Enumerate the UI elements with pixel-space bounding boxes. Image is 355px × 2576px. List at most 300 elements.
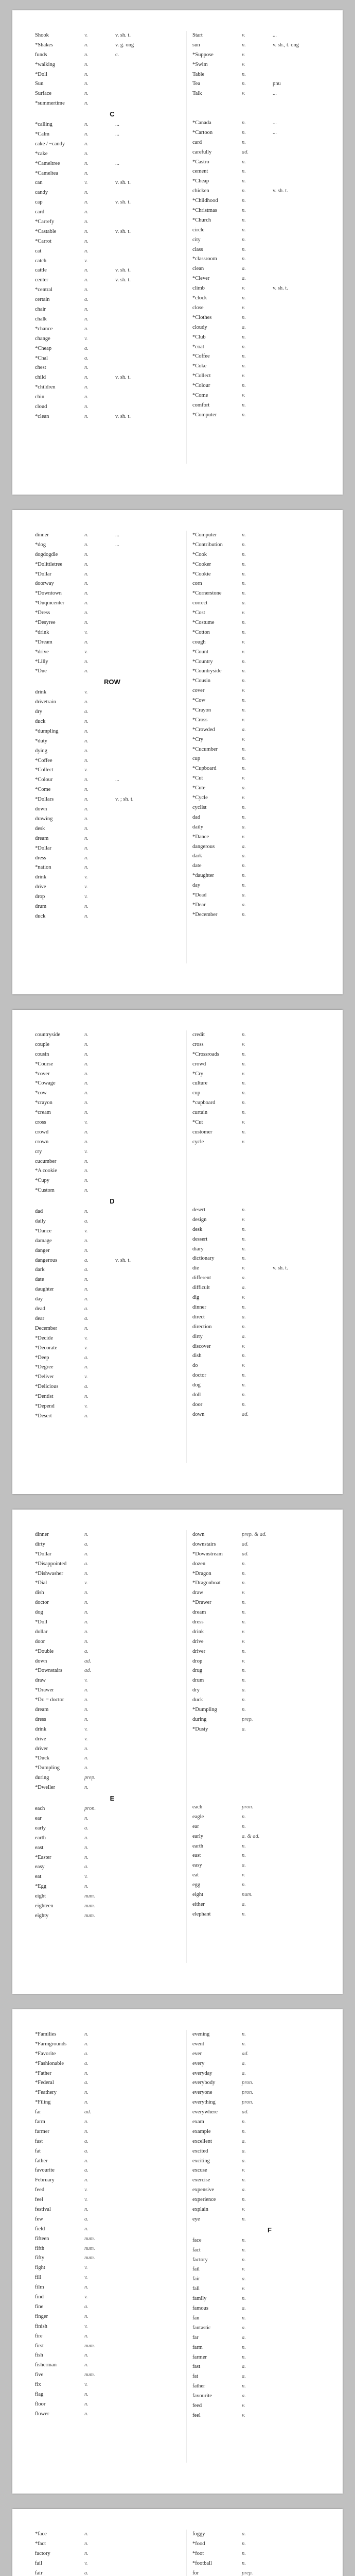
translation: [273, 1725, 343, 1735]
translation: [115, 1744, 189, 1754]
headword: dress: [35, 1716, 46, 1722]
translation: [115, 2569, 189, 2576]
headword: daily: [35, 1218, 46, 1225]
translation: [273, 1550, 343, 1560]
glossary-entry: [35, 657, 189, 667]
translation: v. sh. t.: [273, 285, 288, 292]
translation: [273, 881, 343, 891]
headword: exercise: [192, 2177, 210, 2183]
part-of-speech: n.: [84, 748, 88, 754]
part-of-speech: ad.: [242, 1411, 249, 1417]
glossary-entry: [192, 2401, 343, 2411]
translation: [273, 1773, 343, 1783]
headword: Start: [192, 32, 203, 38]
glossary-entry: [192, 901, 343, 910]
glossary-entry: [192, 1803, 343, 1812]
headword: factory: [192, 2257, 208, 2263]
part-of-speech: n.: [84, 307, 88, 313]
headword: cross: [192, 1041, 204, 1047]
headword: *Dollar: [35, 1551, 52, 1557]
glossary-entry: [35, 2147, 189, 2157]
headword: fifty: [35, 2255, 45, 2261]
part-of-speech: n.: [242, 804, 246, 810]
translation: [115, 1676, 189, 1686]
headword: feel: [35, 2197, 43, 2203]
part-of-speech: n.: [84, 2099, 88, 2106]
headword: door: [192, 1401, 203, 1408]
translation: [115, 325, 189, 334]
translation: [273, 1391, 343, 1400]
headword: experience: [192, 2197, 216, 2203]
glossary-entry: [35, 1344, 189, 1353]
glossary-entry: [192, 2559, 343, 2569]
translation: [115, 2117, 189, 2127]
translation: [273, 531, 343, 540]
part-of-speech: v.: [84, 1874, 88, 1880]
part-of-speech: a.: [84, 2148, 88, 2154]
translation: [115, 667, 189, 676]
translation: [115, 237, 189, 247]
headword: direct: [192, 1314, 205, 1320]
part-of-speech: n.: [242, 81, 246, 87]
part-of-speech: n.: [242, 532, 246, 538]
glossary-entry: [192, 89, 343, 99]
headword: drink: [35, 874, 47, 880]
headword: chicken: [192, 188, 209, 194]
glossary-entry: [192, 2314, 343, 2324]
translation: [273, 1608, 343, 1618]
glossary-entry: [35, 149, 189, 159]
headword: *calling: [35, 122, 52, 128]
part-of-speech: prep.: [242, 1716, 253, 1722]
translation: [273, 1235, 343, 1245]
part-of-speech: n.: [84, 248, 88, 254]
glossary-entry: [35, 2117, 189, 2127]
part-of-speech: a.: [242, 726, 246, 733]
translation: [273, 1079, 343, 1089]
part-of-speech: n.: [84, 1755, 88, 1761]
section-letter: D: [110, 1197, 115, 1206]
translation: [115, 1735, 189, 1744]
headword: catch: [35, 258, 47, 264]
translation: [273, 206, 343, 216]
part-of-speech: n.: [84, 825, 88, 832]
headword: floor: [35, 2401, 46, 2407]
part-of-speech: a.: [242, 2187, 246, 2193]
translation: [115, 766, 189, 775]
part-of-speech: [242, 1157, 273, 1167]
part-of-speech: pron.: [242, 2090, 254, 2096]
translation: [273, 2195, 343, 2205]
headword: *Doll: [35, 71, 47, 77]
translation: [273, 754, 343, 764]
glossary-entry: [192, 1725, 343, 1735]
part-of-speech: n.: [84, 228, 88, 234]
glossary-entry: [35, 688, 189, 698]
glossary-entry: [35, 707, 189, 717]
glossary-entry: [192, 1206, 343, 1215]
glossary-entry: [35, 2088, 189, 2098]
glossary-entry: [192, 793, 343, 803]
part-of-speech: v.: [242, 610, 245, 616]
part-of-speech: n.: [242, 314, 246, 320]
glossary-entry: [192, 686, 343, 696]
headword: *Computer: [192, 412, 217, 418]
headword: cloud: [35, 403, 47, 410]
part-of-speech: n.: [84, 1854, 88, 1860]
part-of-speech: n.: [84, 2411, 88, 2417]
part-of-speech: n.: [84, 1884, 88, 1890]
headword: design: [192, 1216, 207, 1223]
part-of-speech: n.: [84, 1032, 88, 1038]
glossary-entry: [192, 2049, 343, 2059]
glossary-entry: [192, 1822, 343, 1832]
headword: down: [192, 1411, 205, 1417]
translation: [273, 686, 343, 696]
glossary-entry: [192, 1313, 343, 1323]
part-of-speech: v.: [84, 1580, 88, 1586]
headword: finger: [35, 2313, 48, 2319]
translation: [273, 1861, 343, 1871]
headword: Tea: [192, 81, 201, 87]
headword: *Cut: [192, 1120, 203, 1126]
part-of-speech: v.: [84, 1148, 88, 1155]
column-right: [192, 1030, 343, 1420]
glossary-entry: [35, 2332, 189, 2342]
translation: [115, 1334, 189, 1344]
headword: *Childhood: [192, 198, 218, 204]
part-of-speech: v.: [84, 2187, 88, 2193]
headword: *Cut: [192, 775, 203, 782]
glossary-entry: [35, 41, 189, 50]
translation: [115, 2390, 189, 2400]
translation: [115, 1834, 189, 1843]
translation: [115, 688, 189, 698]
glossary-entry: [35, 2283, 189, 2293]
part-of-speech: n.: [242, 402, 246, 408]
translation: [273, 2353, 343, 2363]
glossary-entry: [35, 1705, 189, 1715]
part-of-speech: v.: [84, 2560, 88, 2566]
part-of-speech: n.: [84, 1209, 88, 1215]
glossary-entry: [35, 1166, 189, 1176]
part-of-speech: n.: [84, 532, 88, 538]
headword: dollar: [35, 1629, 48, 1635]
glossary-entry: [35, 1862, 189, 1872]
translation: [273, 1118, 343, 1128]
part-of-speech: n.: [84, 610, 88, 616]
part-of-speech: a.: [242, 1285, 246, 1291]
translation: [273, 294, 343, 303]
translation: [115, 727, 189, 737]
glossary-entry: [35, 2351, 189, 2361]
headword: *drink: [35, 629, 49, 635]
part-of-speech: n.: [84, 1051, 88, 1057]
headword: doorway: [35, 581, 54, 587]
glossary-entry: [192, 2549, 343, 2559]
headword: crowd: [192, 1061, 206, 1067]
translation: [115, 1530, 189, 1540]
translation: [273, 2401, 343, 2411]
glossary-entry: [35, 1128, 189, 1138]
translation: [115, 1372, 189, 1382]
translation: [273, 1342, 343, 1352]
translation: [115, 863, 189, 873]
part-of-speech: n.: [84, 81, 88, 87]
part-of-speech: n.: [242, 2177, 246, 2183]
part-of-speech: n.: [242, 581, 246, 587]
headword: Shook: [35, 32, 49, 38]
glossary-entry: [35, 2185, 189, 2195]
glossary-entry: [192, 1254, 343, 1264]
translation: [115, 638, 189, 648]
headword: excellent: [192, 2138, 212, 2144]
translation: [273, 1108, 343, 1118]
headword: *Cameltea: [35, 170, 58, 176]
translation: [115, 2351, 189, 2361]
part-of-speech: n.: [242, 256, 246, 262]
glossary-entry: [192, 138, 343, 148]
headword: *Colour: [192, 383, 210, 389]
glossary-entry: [192, 1550, 343, 1560]
headword: [192, 1147, 242, 1157]
headword: *Cupy: [35, 1178, 50, 1184]
part-of-speech: n.: [242, 208, 246, 214]
headword: *Dolittletree: [35, 561, 63, 567]
glossary-entry: [35, 1217, 189, 1227]
glossary-entry: [192, 1880, 343, 1890]
translation: [273, 725, 343, 735]
translation: [273, 1588, 343, 1598]
part-of-speech: n.: [84, 2128, 88, 2134]
translation: [273, 333, 343, 343]
glossary-entry: [35, 2253, 189, 2263]
translation: v. sh. t.: [115, 375, 131, 381]
translation: [115, 2157, 189, 2166]
headword: example: [192, 2128, 211, 2134]
glossary-entry: [192, 2098, 343, 2108]
translation: [115, 1579, 189, 1588]
part-of-speech: v.: [242, 392, 245, 398]
headword: *summertime: [35, 100, 65, 107]
glossary-entry: [35, 1754, 189, 1764]
glossary-entry: [192, 618, 343, 628]
headword: *Families: [35, 2031, 57, 2037]
translation: [273, 2314, 343, 2324]
glossary-entry: [192, 2205, 343, 2215]
translation: [115, 2361, 189, 2370]
headword: favourite: [35, 2167, 55, 2174]
headword: city: [192, 236, 201, 243]
headword: draw: [192, 1590, 203, 1596]
translation: [115, 1540, 189, 1550]
headword: [192, 1157, 242, 1167]
part-of-speech: a.: [242, 1862, 246, 1869]
glossary-entry: [35, 1824, 189, 1834]
headword: eat: [35, 1874, 42, 1880]
headword: each: [192, 1804, 203, 1810]
headword: *drive: [35, 649, 49, 655]
headword: *dumpling: [35, 728, 59, 734]
headword: *Desyree: [35, 620, 56, 626]
headword: *Dear: [192, 902, 206, 908]
glossary-entry: [35, 1372, 189, 1382]
part-of-speech: n.: [84, 277, 88, 283]
headword: easy: [35, 1864, 45, 1870]
headword: *Downstream: [192, 1551, 223, 1557]
glossary-entry: [35, 2569, 189, 2576]
headword: flower: [35, 2411, 49, 2417]
translation: [115, 1911, 189, 1921]
headword: *Dentist: [35, 1394, 54, 1400]
translation: [273, 774, 343, 784]
headword: [192, 1744, 242, 1754]
part-of-speech: n.: [84, 71, 88, 77]
translation: [273, 1579, 343, 1588]
part-of-speech: v.: [242, 2402, 245, 2409]
translation: [115, 2559, 189, 2569]
part-of-speech: n.: [242, 2237, 246, 2243]
headword: dinner: [35, 1532, 49, 1537]
glossary-entry: [192, 1079, 343, 1089]
headword: fast: [192, 2364, 201, 2370]
headword: *Collect: [192, 373, 211, 379]
part-of-speech: n.: [242, 120, 246, 126]
glossary-entry: [35, 795, 189, 805]
part-of-speech: n.: [84, 668, 88, 674]
headword: *Crossroads: [192, 1051, 219, 1057]
part-of-speech: [242, 1735, 273, 1744]
glossary-entry: [35, 1657, 189, 1667]
headword: *Dumpling: [192, 1707, 217, 1713]
headword: *Cameltree: [35, 160, 60, 166]
part-of-speech: v.: [84, 1677, 88, 1684]
glossary-entry: [35, 2059, 189, 2069]
part-of-speech: n.: [242, 1207, 246, 1213]
glossary-entry: [192, 852, 343, 861]
glossary-entry: [35, 883, 189, 892]
translation: [115, 1070, 189, 1079]
part-of-speech: a.: [242, 2325, 246, 2331]
glossary-entry: [192, 284, 343, 294]
translation: [273, 1686, 343, 1696]
translation: [273, 2078, 343, 2088]
part-of-speech: n.: [242, 1226, 246, 1232]
glossary-entry: [35, 1628, 189, 1637]
translation: [273, 235, 343, 245]
part-of-speech: v.: [84, 2294, 88, 2300]
part-of-speech: [242, 1147, 273, 1157]
glossary-entry: [192, 2108, 343, 2117]
part-of-speech: n.: [242, 2247, 246, 2253]
part-of-speech: n.: [84, 699, 88, 705]
headword: cattle: [35, 267, 47, 274]
translation: [115, 1588, 189, 1598]
translation: [273, 1530, 343, 1540]
headword: *Coffee: [192, 353, 210, 360]
part-of-speech: n.: [242, 1843, 246, 1849]
glossary-entry: [192, 628, 343, 638]
translation: [273, 1744, 343, 1754]
part-of-speech: a.: [84, 1825, 88, 1831]
glossary-entry: [192, 1089, 343, 1098]
part-of-speech: num.: [84, 2245, 95, 2251]
part-of-speech: n.: [84, 2333, 88, 2339]
glossary-entry: [192, 1332, 343, 1342]
glossary-entry: [35, 717, 189, 727]
glossary-entry: [192, 2392, 343, 2401]
glossary-entry: [35, 756, 189, 766]
part-of-speech: n.: [242, 1609, 246, 1616]
part-of-speech: a.: [242, 266, 246, 272]
glossary-entry: [35, 1872, 189, 1882]
translation: [273, 618, 343, 628]
headword: dress: [35, 855, 46, 861]
part-of-speech: n.: [84, 2313, 88, 2319]
glossary-entry: [192, 323, 343, 333]
translation: [273, 1254, 343, 1264]
part-of-speech: n.: [242, 1032, 246, 1038]
translation: [273, 2382, 343, 2392]
translation: [273, 1871, 343, 1880]
translation: [273, 1147, 343, 1157]
translation: v. sh. t.: [115, 1257, 131, 1263]
glossary-entry: [35, 1207, 189, 1217]
translation: [273, 167, 343, 177]
glossary-entry: [192, 343, 343, 352]
part-of-speech: n.: [84, 52, 88, 58]
part-of-speech: n.: [242, 246, 246, 252]
headword: *Double: [35, 1648, 54, 1654]
glossary-entry: [192, 589, 343, 599]
part-of-speech: a.: [84, 1267, 88, 1273]
headword: *central: [35, 287, 52, 293]
glossary-entry: [35, 1324, 189, 1334]
part-of-speech: n.: [242, 1668, 246, 1674]
part-of-speech: n.: [242, 2354, 246, 2360]
glossary-entry: [35, 237, 189, 247]
headword: *Shakes: [35, 42, 53, 48]
headword: farm: [192, 2344, 203, 2350]
headword: fat: [192, 2374, 199, 2380]
part-of-speech: a.: [242, 1333, 246, 1340]
part-of-speech: n.: [242, 883, 246, 889]
translation: [115, 1754, 189, 1764]
glossary-entry: [192, 754, 343, 764]
glossary-entry: [192, 196, 343, 206]
headword: culture: [192, 1080, 208, 1087]
glossary-entry: [35, 1412, 189, 1421]
headword: drink: [192, 1629, 204, 1635]
part-of-speech: v.: [242, 373, 245, 379]
translation: v. sh. t.: [273, 1265, 288, 1272]
headword: eye: [192, 2216, 200, 2222]
glossary-entry: [192, 745, 343, 755]
translation: [115, 1637, 189, 1647]
headword: *Cheap: [192, 178, 209, 184]
glossary-entry: [192, 303, 343, 313]
part-of-speech: n.: [242, 698, 246, 704]
part-of-speech: n.: [84, 787, 88, 793]
headword: *crayon: [35, 1100, 52, 1106]
part-of-speech: n.: [242, 2128, 246, 2134]
glossary-entry: [192, 1744, 343, 1754]
glossary-entry: [35, 579, 189, 589]
glossary-entry: [192, 2530, 343, 2539]
part-of-speech: n.: [84, 865, 88, 871]
translation: [115, 892, 189, 902]
part-of-speech: n.: [242, 756, 246, 762]
